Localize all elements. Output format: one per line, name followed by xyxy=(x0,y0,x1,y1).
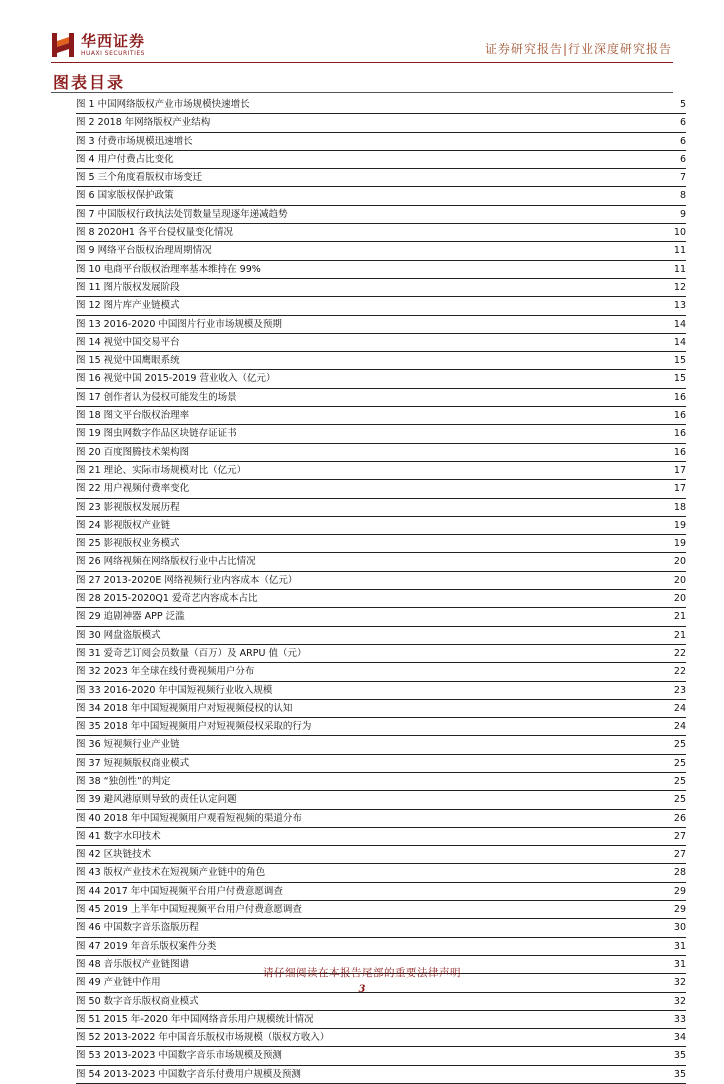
toc-entry-page: 25 xyxy=(673,757,686,769)
toc-entry-label: 图 8 2020H1 各平台侵权量变化情况 xyxy=(76,227,233,239)
toc-entry-label: 图 3 付费市场规模迅速增长 xyxy=(76,135,193,147)
toc-entry-page: 29 xyxy=(673,904,686,916)
figure-list xyxy=(76,96,686,1084)
toc-entry[interactable] xyxy=(76,96,686,114)
toc-entry[interactable] xyxy=(76,334,686,352)
page-number: 3 xyxy=(358,984,366,995)
toc-entry-label: 图 48 音乐版权产业链图谱 xyxy=(76,958,190,970)
toc-entry-label: 图 17 创作者认为侵权可能发生的场景 xyxy=(76,391,237,403)
toc-leader xyxy=(184,515,670,516)
toc-entry-page: 27 xyxy=(673,849,686,861)
toc-entry-label: 图 27 2013-2020E 网络视频行业内容成本（亿元） xyxy=(76,574,298,586)
toc-entry-page: 6 xyxy=(679,135,686,147)
toc-entry-page: 17 xyxy=(673,464,686,476)
toc-entry-label: 图 28 2015-2020Q1 爱奇艺内容成本占比 xyxy=(76,593,258,605)
toc-entry-page: 23 xyxy=(673,684,686,696)
toc-entry[interactable] xyxy=(76,736,686,754)
toc-entry-label: 图 6 国家版权保护政策 xyxy=(76,190,174,202)
toc-entry-label: 图 37 短视频版权商业模式 xyxy=(76,757,190,769)
toc-leader xyxy=(189,625,670,626)
toc-entry-label: 图 47 2019 年音乐版权案件分类 xyxy=(76,940,217,952)
toc-entry[interactable] xyxy=(76,883,686,901)
toc-leader xyxy=(193,771,670,772)
toc-entry-label: 图 50 数字音乐版权商业模式 xyxy=(76,995,199,1007)
toc-entry-label: 图 24 影视版权产业链 xyxy=(76,519,171,531)
toc-entry-page: 14 xyxy=(673,318,686,330)
toc-entry-page: 16 xyxy=(673,428,686,440)
header-divider xyxy=(51,62,673,63)
toc-entry-page: 11 xyxy=(673,263,686,275)
toc-entry-page: 29 xyxy=(673,885,686,897)
toc-entry[interactable] xyxy=(76,755,686,773)
logo-text-en: HUAXI SECURITIES xyxy=(81,50,145,57)
toc-entry-page: 6 xyxy=(679,117,686,129)
toc-entry-page: 22 xyxy=(673,666,686,678)
toc-entry-label: 图 34 2018 年中国短视频用户对短视频侵权的认知 xyxy=(76,702,293,714)
toc-entry[interactable] xyxy=(76,352,686,370)
toc-entry[interactable] xyxy=(76,608,686,626)
toc-entry-label: 图 14 视觉中国交易平台 xyxy=(76,336,180,348)
toc-entry[interactable] xyxy=(76,261,686,279)
toc-leader xyxy=(214,131,676,132)
toc-entry-page: 22 xyxy=(673,647,686,659)
toc-entry-page: 8 xyxy=(679,190,686,202)
toc-entry-page: 13 xyxy=(673,300,686,312)
toc-leader xyxy=(184,551,670,552)
toc-leader xyxy=(306,826,670,827)
toc-entry-label: 图 19 图虫网数字作品区块链存证证书 xyxy=(76,428,237,440)
toc-entry-page: 25 xyxy=(673,739,686,751)
toc-entry[interactable] xyxy=(76,407,686,425)
toc-entry-label: 图 35 2018 年中国短视频用户对短视频侵权采取的行为 xyxy=(76,721,312,733)
toc-entry-label: 图 21 理论、实际市场规模对比（亿元） xyxy=(76,464,247,476)
toc-leader xyxy=(279,387,669,388)
toc-leader xyxy=(286,332,670,333)
toc-entry-page: 24 xyxy=(673,702,686,714)
toc-entry[interactable] xyxy=(76,480,686,498)
toc-title: 图表目录 xyxy=(53,73,126,92)
toc-leader xyxy=(241,808,670,809)
toc-entry-label: 图 13 2016-2020 中国图片行业市场规模及预期 xyxy=(76,318,282,330)
toc-leader xyxy=(203,936,670,937)
toc-entry[interactable] xyxy=(76,370,686,388)
toc-entry[interactable] xyxy=(76,133,686,151)
toc-entry-page: 31 xyxy=(673,958,686,970)
toc-entry-page: 31 xyxy=(673,940,686,952)
toc-entry-label: 图 26 网络视频在网络版权行业中占比情况 xyxy=(76,556,256,568)
toc-leader xyxy=(241,442,670,443)
toc-entry[interactable] xyxy=(76,187,686,205)
toc-entry-page: 19 xyxy=(673,519,686,531)
toc-entry-page: 16 xyxy=(673,446,686,458)
toc-entry-label: 图 54 2013-2023 中国数字音乐付费用户规模及预测 xyxy=(76,1068,301,1080)
toc-leader xyxy=(269,881,670,882)
toc-entry-label: 图 18 图文平台版权治理率 xyxy=(76,410,190,422)
toc-entry-label: 图 16 视觉中国 2015-2019 营业收入（亿元） xyxy=(76,373,276,385)
toc-entry[interactable] xyxy=(76,169,686,187)
toc-entry[interactable] xyxy=(76,242,686,260)
toc-entry-page: 20 xyxy=(673,593,686,605)
toc-leader xyxy=(315,734,670,735)
toc-entry-page: 24 xyxy=(673,721,686,733)
toc-entry-page: 27 xyxy=(673,830,686,842)
toc-entry-page: 32 xyxy=(673,995,686,1007)
toc-entry[interactable] xyxy=(76,389,686,407)
legal-disclaimer: 请仔细阅读在本报告尾部的重要法律声明 xyxy=(263,967,461,979)
toc-leader xyxy=(184,753,670,754)
toc-entry-page: 5 xyxy=(679,99,686,110)
toc-leader xyxy=(292,222,676,223)
toc-entry-page: 35 xyxy=(673,1068,686,1080)
toc-entry-page: 17 xyxy=(673,483,686,495)
toc-entry-label: 图 29 追剧神器 APP 泛滥 xyxy=(76,611,185,623)
toc-entry[interactable] xyxy=(76,993,686,1011)
toc-entry-page: 7 xyxy=(679,172,686,184)
toc-entry-label: 图 46 中国数字音乐盗版历程 xyxy=(76,922,199,934)
toc-entry-label: 图 39 避风港原则导致的责任认定问题 xyxy=(76,794,237,806)
toc-leader xyxy=(286,1064,670,1065)
toc-entry[interactable] xyxy=(76,151,686,169)
toc-entry[interactable] xyxy=(76,444,686,462)
toc-entry-label: 图 7 中国版权行政执法处罚数量呈现逐年递减趋势 xyxy=(76,208,288,220)
toc-leader xyxy=(220,954,670,955)
toc-entry-label: 图 36 短视频行业产业链 xyxy=(76,739,180,751)
toc-entry-page: 6 xyxy=(679,153,686,165)
toc-leader xyxy=(287,899,670,900)
toc-entry-page: 30 xyxy=(673,922,686,934)
toc-entry-label: 图 49 产业链中作用 xyxy=(76,977,161,989)
toc-entry[interactable] xyxy=(76,682,686,700)
toc-entry-label: 图 33 2016-2020 年中国短视频行业收入规模 xyxy=(76,684,273,696)
toc-entry-label: 图 44 2017 年中国短视频平台用户付费意愿调查 xyxy=(76,885,283,897)
toc-entry-label: 图 32 2023 年全球在线付费视频用户分布 xyxy=(76,666,255,678)
toc-entry-page: 28 xyxy=(673,867,686,879)
toc-entry-label: 图 4 用户付费占比变化 xyxy=(76,153,174,165)
toc-entry[interactable] xyxy=(76,828,686,846)
toc-entry-page: 33 xyxy=(673,1013,686,1025)
toc-leader xyxy=(197,149,676,150)
toc-entry-label: 图 52 2013-2022 年中国音乐版权市场规模（版权方收入） xyxy=(76,1032,330,1044)
toc-entry[interactable] xyxy=(76,1011,686,1029)
toc-entry[interactable] xyxy=(76,645,686,663)
toc-entry-label: 图 42 区块链技术 xyxy=(76,849,152,861)
toc-entry[interactable] xyxy=(76,114,686,132)
toc-leader xyxy=(317,1027,669,1028)
toc-entry[interactable] xyxy=(76,1066,686,1084)
toc-leader xyxy=(165,643,670,644)
toc-entry-page: 18 xyxy=(673,501,686,513)
toc-entry[interactable] xyxy=(76,663,686,681)
toc-entry[interactable] xyxy=(76,1047,686,1065)
toc-entry-label: 图 53 2013-2023 中国数字音乐市场规模及预测 xyxy=(76,1050,282,1062)
toc-entry[interactable] xyxy=(76,718,686,736)
toc-entry-page: 14 xyxy=(673,336,686,348)
company-logo xyxy=(51,27,161,63)
toc-entry-page: 19 xyxy=(673,538,686,550)
toc-entry-page: 26 xyxy=(673,812,686,824)
toc-entry[interactable] xyxy=(76,553,686,571)
toc-entry-page: 9 xyxy=(679,208,686,220)
toc-entry-label: 图 10 电商平台版权治理率基本维持在 99% xyxy=(76,263,261,275)
toc-leader xyxy=(184,295,670,296)
toc-entry-label: 图 5 三个角度看版权市场变迁 xyxy=(76,172,203,184)
toc-leader xyxy=(206,185,676,186)
huaxi-logo-icon xyxy=(51,31,75,59)
toc-entry[interactable] xyxy=(76,791,686,809)
toc-entry-page: 25 xyxy=(673,794,686,806)
toc-entry-label: 图 9 网络平台版权治理周期情况 xyxy=(76,245,212,257)
toc-entry-page: 20 xyxy=(673,574,686,586)
toc-entry-page: 32 xyxy=(673,977,686,989)
toc-entry-label: 图 2 2018 年网络版权产业结构 xyxy=(76,117,211,129)
report-type-label: 证券研究报告|行业深度研究报告 xyxy=(484,42,672,56)
toc-leader xyxy=(333,1045,669,1046)
toc-entry[interactable] xyxy=(76,279,686,297)
toc-leader xyxy=(260,570,670,571)
toc-leader xyxy=(258,680,670,681)
toc-leader xyxy=(184,368,670,369)
toc-leader xyxy=(203,1009,670,1010)
toc-entry[interactable] xyxy=(76,517,686,535)
toc-entry[interactable] xyxy=(76,1029,686,1047)
toc-leader xyxy=(261,606,669,607)
toc-leader xyxy=(193,423,670,424)
toc-entry-page: 11 xyxy=(673,245,686,257)
toc-entry-page: 25 xyxy=(673,775,686,787)
toc-leader xyxy=(254,112,676,113)
toc-entry[interactable] xyxy=(76,700,686,718)
toc-entry-page: 15 xyxy=(673,373,686,385)
toc-leader xyxy=(301,588,669,589)
toc-entry[interactable] xyxy=(76,425,686,443)
toc-entry-label: 图 30 网盘盗版模式 xyxy=(76,629,161,641)
title-divider xyxy=(51,92,673,93)
toc-entry-page: 21 xyxy=(673,629,686,641)
toc-entry[interactable] xyxy=(76,224,686,242)
toc-entry-label: 图 15 视觉中国鹰眼系统 xyxy=(76,355,180,367)
toc-entry-label: 图 20 百度图腾技术架构图 xyxy=(76,446,190,458)
toc-entry-page: 10 xyxy=(673,227,686,239)
toc-leader xyxy=(241,405,670,406)
toc-entry[interactable] xyxy=(76,901,686,919)
toc-entry[interactable] xyxy=(76,297,686,315)
toc-entry[interactable] xyxy=(76,938,686,956)
toc-entry[interactable] xyxy=(76,206,686,224)
toc-leader xyxy=(184,314,670,315)
toc-entry-page: 20 xyxy=(673,556,686,568)
toc-entry-label: 图 43 版权产业技术在短视频产业链中的角色 xyxy=(76,867,266,879)
logo-text-cn: 华西证券 xyxy=(81,32,146,50)
toc-leader xyxy=(265,277,670,278)
toc-entry-label: 图 12 图片库产业链模式 xyxy=(76,300,180,312)
toc-entry-page: 12 xyxy=(673,281,686,293)
toc-entry-label: 图 25 影视版权业务模式 xyxy=(76,538,180,550)
toc-entry-label: 图 11 图片版权发展阶段 xyxy=(76,281,180,293)
toc-entry-label: 图 31 爱奇艺订阅会员数量（百万）及 ARPU 值（元） xyxy=(76,647,307,659)
toc-leader xyxy=(174,533,670,534)
toc-entry-page: 21 xyxy=(673,611,686,623)
toc-entry-label: 图 45 2019 上半年中国短视频平台用户付费意愿调查 xyxy=(76,904,302,916)
toc-leader xyxy=(155,862,670,863)
toc-leader xyxy=(178,204,676,205)
toc-leader xyxy=(174,789,669,790)
toc-leader xyxy=(178,167,676,168)
toc-entry-label: 图 51 2015 年-2020 年中国网络音乐用户规模统计情况 xyxy=(76,1013,314,1025)
toc-entry-page: 34 xyxy=(673,1032,686,1044)
toc-leader xyxy=(165,844,670,845)
toc-entry-page: 35 xyxy=(673,1050,686,1062)
toc-entry[interactable] xyxy=(76,462,686,480)
toc-leader xyxy=(306,917,670,918)
toc-entry-label: 图 40 2018 年中国短视频用户观看短视频的渠道分布 xyxy=(76,812,302,824)
toc-leader xyxy=(237,240,670,241)
toc-entry[interactable] xyxy=(76,864,686,882)
toc-leader xyxy=(276,698,669,699)
toc-entry-label: 图 23 影视版权发展历程 xyxy=(76,501,180,513)
toc-entry[interactable] xyxy=(76,773,686,791)
toc-leader xyxy=(250,478,670,479)
toc-entry[interactable] xyxy=(76,535,686,553)
toc-entry[interactable] xyxy=(76,572,686,590)
toc-leader xyxy=(193,460,670,461)
toc-leader xyxy=(184,350,670,351)
toc-entry[interactable] xyxy=(76,590,686,608)
toc-leader xyxy=(310,661,669,662)
toc-entry-label: 图 1 中国网络版权产业市场规模快速增长 xyxy=(76,99,250,110)
toc-entry[interactable] xyxy=(76,846,686,864)
toc-entry-page: 15 xyxy=(673,355,686,367)
toc-entry-label: 图 22 用户视频付费率变化 xyxy=(76,483,190,495)
toc-entry-page: 16 xyxy=(673,391,686,403)
toc-leader xyxy=(296,716,670,717)
toc-leader xyxy=(305,1082,670,1083)
toc-entry-page: 16 xyxy=(673,410,686,422)
toc-entry[interactable] xyxy=(76,499,686,517)
toc-entry[interactable] xyxy=(76,810,686,828)
toc-entry[interactable] xyxy=(76,919,686,937)
toc-leader xyxy=(193,497,670,498)
toc-leader xyxy=(216,259,670,260)
toc-entry[interactable] xyxy=(76,627,686,645)
toc-entry-label: 图 38 “独创性”的判定 xyxy=(76,775,171,787)
toc-entry-label: 图 41 数字水印技术 xyxy=(76,830,161,842)
toc-entry[interactable] xyxy=(76,316,686,334)
